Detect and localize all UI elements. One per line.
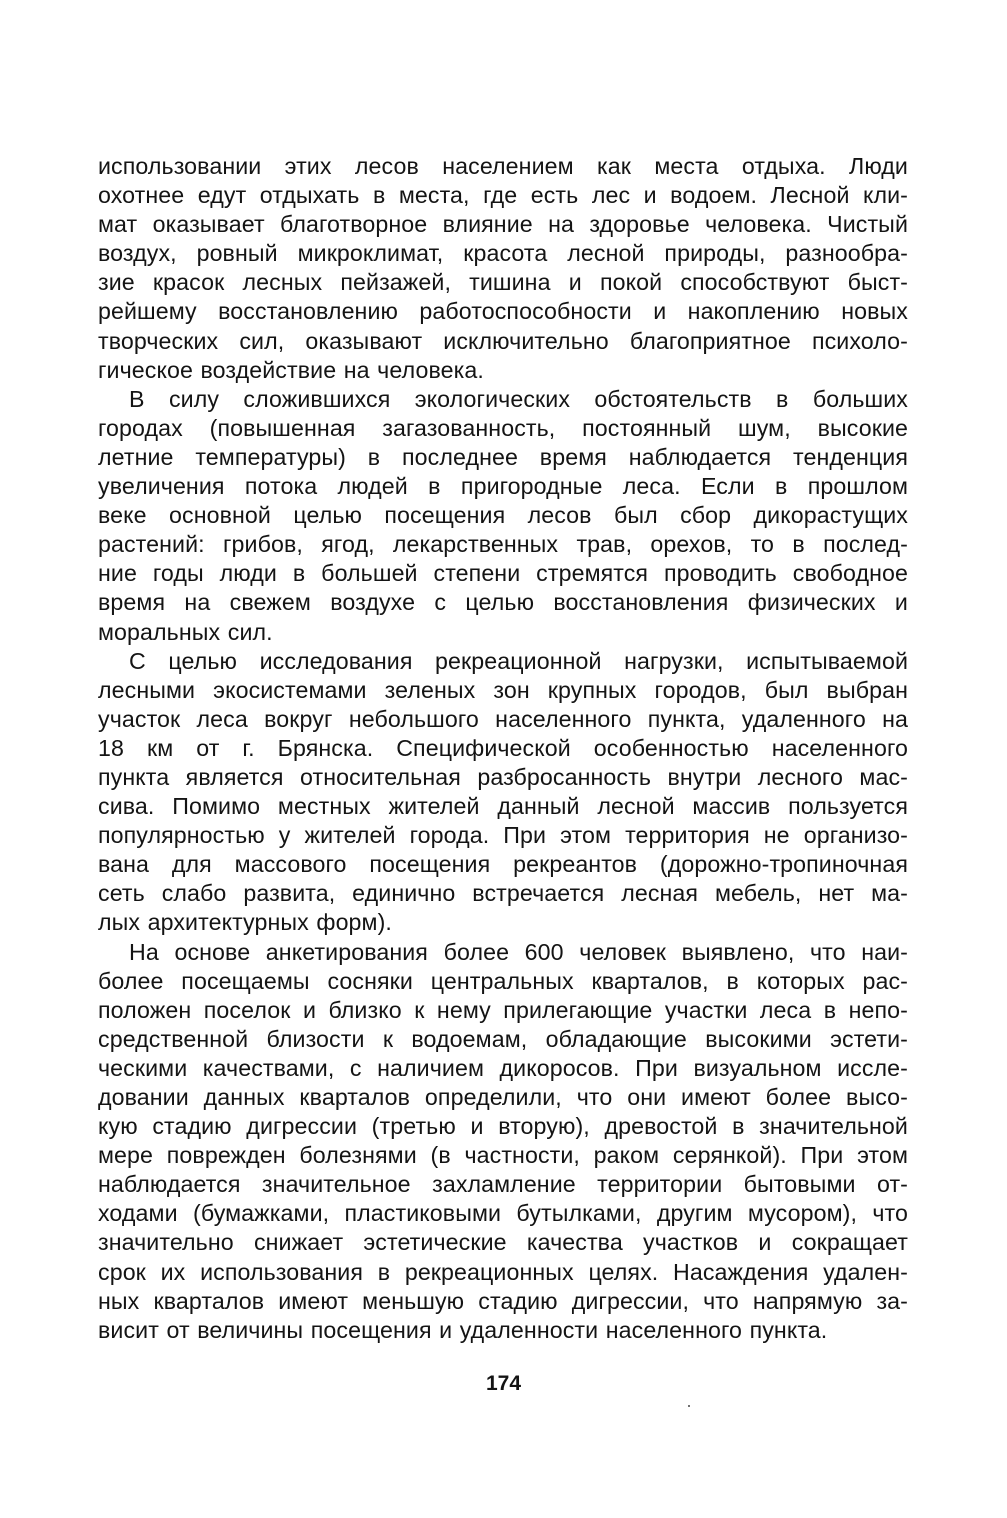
text-line: охотнее едут отдыхать в места, где есть лес и водоем. Лесной кли- — [98, 182, 908, 209]
text-line: сеть слабо развита, единично встречается лесная мебель, нет ма- — [98, 880, 908, 907]
text-line: более посещаемы сосняки центральных кварталов, в которых рас- — [98, 967, 908, 994]
text-line: популярностью у жителей города. При этом территория не организо- — [98, 822, 908, 849]
text-line: мат оказывает благотворное влияние на здоровье человека. Чистый — [98, 211, 908, 238]
scan-speck — [688, 1405, 690, 1407]
text-line: лых архитектурных форм). — [98, 909, 392, 936]
text-line: наблюдается значительное захламление территории бытовыми от- — [98, 1171, 908, 1198]
text-line: ние годы люди в большей степени стремятся проводить свободное — [98, 560, 908, 587]
text-line: растений: грибов, ягод, лекарственных трав, орехов, то в послед- — [98, 531, 908, 558]
text-line: участок леса вокруг небольшого населенного пункта, удаленного на — [98, 705, 908, 732]
text-line: ных кварталов имеют меньшую стадию дигрессии, что напрямую за- — [98, 1287, 908, 1314]
text-line: мере поврежден болезнями (в частности, раком серянкой). При этом — [98, 1142, 908, 1169]
body-text — [98, 152, 908, 1345]
text-line: ческими качествами, с наличием дикоросов. При визуальном иссле- — [98, 1054, 908, 1081]
paragraph-4 — [98, 938, 908, 1345]
text-line: веке основной целью посещения лесов был сбор дикорастущих — [98, 502, 908, 529]
text-line: ходами (бумажками, пластиковыми бутылками, другим мусором), что — [98, 1200, 908, 1227]
text-line: зие красок лесных пейзажей, тишина и покой способствуют быст- — [98, 269, 908, 296]
text-line: моральных сил. — [98, 618, 273, 645]
paragraph-2 — [98, 385, 908, 647]
text-line: значительно снижает эстетические качества участков и сокращает — [98, 1229, 908, 1256]
text-line: летние температуры) в последнее время наблюдается тенденция — [98, 443, 908, 470]
text-line: довании данных кварталов определили, что они имеют более высо- — [98, 1084, 908, 1110]
text-line: срок их использования в рекреационных целях. Насаждения удален- — [98, 1258, 908, 1285]
page-number: 174 — [485, 1372, 522, 1395]
text-line: использовании этих лесов населением как места отдыха. Люди — [98, 153, 908, 179]
text-line: пункта является относительная разбросанность внутри лесного мас- — [98, 763, 908, 790]
text-line: висит от величины посещения и удаленности населенного пункта. — [98, 1316, 828, 1343]
text-line: лесными экосистемами зеленых зон крупных городов, был выбран — [98, 676, 908, 703]
text-line: С целью исследования рекреационной нагрузки, испытываемой — [129, 647, 908, 674]
text-line: гическое воздействие на человека. — [98, 356, 484, 383]
text-line: воздух, ровный микроклимат, красота лесной природы, разнообра- — [98, 240, 908, 267]
text-line: творческих сил, оказывают исключительно благоприятное психоло- — [98, 327, 908, 354]
text-line: увеличения потока людей в пригородные леса. Если в прошлом — [98, 473, 908, 500]
text-line: кую стадию дигрессии (третью и вторую), древостой в значительной — [98, 1113, 908, 1140]
text-line: сива. Помимо местных жителей данный лесной массив пользуется — [98, 793, 908, 820]
text-line: городах (повышенная загазованность, постоянный шум, высокие — [98, 414, 908, 441]
text-line: 18 км от г. Брянска. Специфической особенностью населенного — [98, 734, 908, 761]
text-line: время на свежем воздухе с целью восстановления физических и — [98, 589, 908, 616]
paragraph-3 — [98, 647, 908, 938]
text-line: В силу сложившихся экологических обстоятельств в больших — [129, 385, 908, 412]
text-line: рейшему восстановлению работоспособности и накоплению новых — [98, 298, 908, 325]
text-line: вана для массового посещения рекреантов (дорожно-тропиночная — [98, 851, 908, 878]
paragraph-1 — [98, 152, 908, 385]
text-line: средственной близости к водоемам, обладающие высокими эстети- — [98, 1025, 908, 1052]
text-line: На основе анкетирования более 600 человек выявлено, что наи- — [129, 938, 908, 965]
text-line: положен поселок и близко к нему прилегающие участки леса в непо- — [98, 996, 908, 1023]
